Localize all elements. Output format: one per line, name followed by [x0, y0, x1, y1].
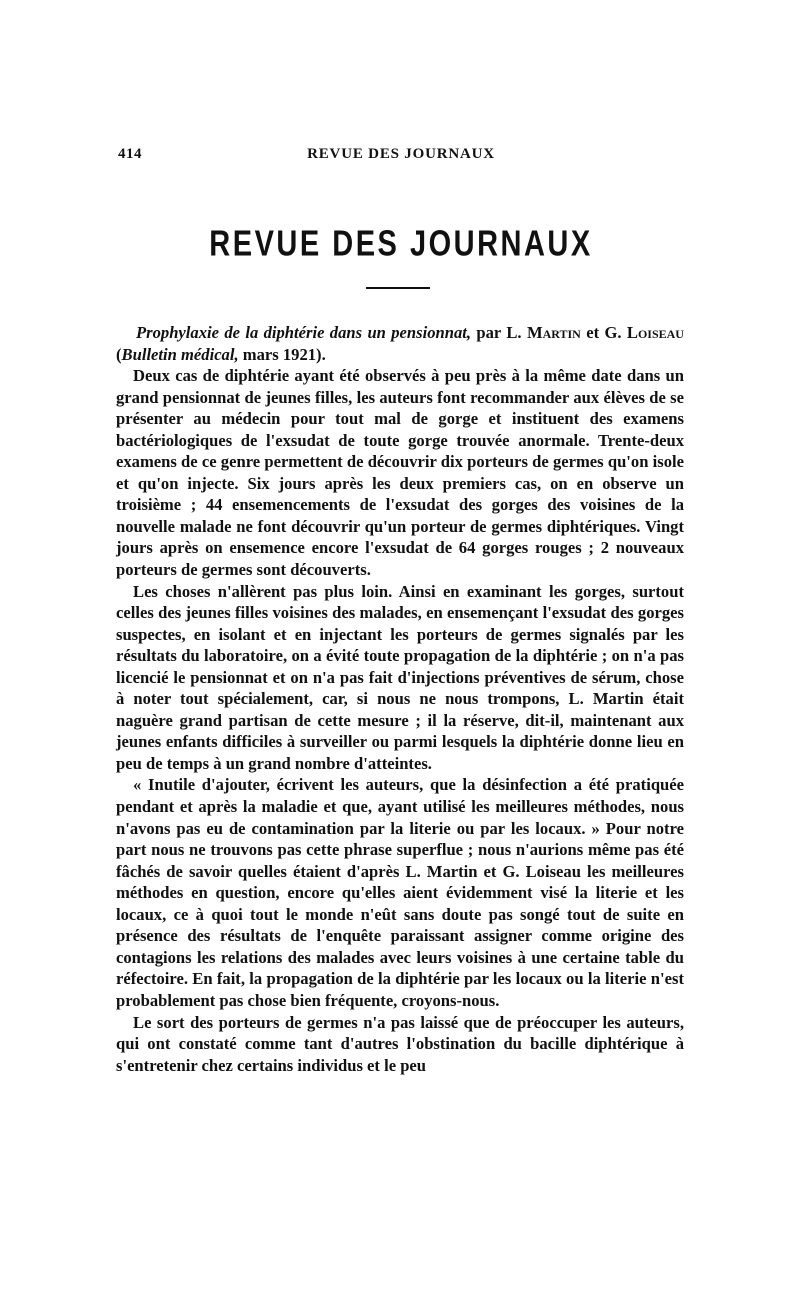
- source-journal: Bulletin médical,: [121, 344, 239, 364]
- open-paren: (: [116, 344, 122, 364]
- paragraph: Deux cas de diphtérie ayant été observés à peu près à la même date dans un grand pensionnat de jeunes filles, les auteurs font recommander aux élèves de se présenter au médecin pour tout mal de gorge et instituent des examens bactériologiques de l'exsudat de toute gorge trouvée anormale. Trente-deux examens de ce genre permettent de découvrir dix porteurs de germes qu'on isole et qu'on injecte. Six jours après les deux premiers cas, on en observe un troisième ; 44 ensemencements de l'exsudat des gorges des voisines de la nouvelle malade ne font découvrir qu'un porteur de germes diphtériques. Vingt jours après on ensemence encore l'exsudat de 64 gorges rouges ; 2 nouveaux porteurs de germes sont découverts.: [116, 366, 684, 580]
- page-number: 414: [118, 146, 142, 162]
- paragraph: « Inutile d'ajouter, écrivent les auteurs, que la désinfection a été pratiquée pendant et après la maladie et que, ayant utilisé les meilleures méthodes, nous n'avons pas eu de contamination par la literie ou par les locaux. » Pour notre part nous ne trouvons pas cette phrase superflue ; nous n'aurions même pas été fâchés de savoir quelles étaient d'après L. Martin et G. Loiseau les meilleures méthodes en question, encore qu'elles aient évidemment visé la literie et les locaux, ce à quoi tout le monde n'eût sans doute pas songé tout de suite en présence des résultats de l'enquête paraissant assigner comme origine des contagions les relations des malades avec leurs voisines à une certaine table du réfectoire. En fait, la propagation de la diphtérie par les locaux ou la literie n'est probablement pas chose bien fréquente, croyons-nous.: [116, 775, 684, 1010]
- article-title: Prophylaxie de la diphtérie dans un pensionnat,: [136, 323, 472, 342]
- article-body: [116, 322, 684, 1076]
- article-by: par L.: [471, 323, 527, 342]
- paragraph: Les choses n'allèrent pas plus loin. Ainsi en examinant les gorges, surtout celles des jeunes filles voisines des malades, en ensemençant l'exsudat des gorges suspectes, en isolant et en injectant les porteurs de germes signalés par les résultats du laboratoire, on a évité toute propagation de la diphtérie ; on n'a pas licencié le pensionnat et on n'a pas fait d'injections préventives de sérum, chose à noter tout spécialement, car, si nous ne nous trompons, L. Martin était naguère grand partisan de cette mesure ; il la réserve, dit-il, maintenant aux jeunes enfants difficiles à surveiller ou parmi lesquels la diphtérie donne lieu en peu de temps à un grand nombre d'atteintes.: [116, 581, 684, 773]
- running-head: [118, 146, 684, 168]
- title-rule: [366, 287, 430, 289]
- source-date: mars 1921).: [238, 344, 326, 364]
- paragraph: Le sort des porteurs de germes n'a pas laissé que de préoccuper les auteurs, qui ont constaté comme tant d'autres l'obstination du bacille diphtérique à s'entretenir chez certains individus et le peu: [116, 1012, 684, 1075]
- article-et: et G.: [580, 323, 627, 342]
- author-loiseau: Loiseau: [626, 323, 684, 342]
- running-title: REVUE DES JOURNAUX: [307, 146, 495, 162]
- section-title: REVUE DES JOURNAUX: [209, 224, 593, 264]
- article-heading: [116, 322, 684, 365]
- author-martin: Martin: [526, 323, 581, 342]
